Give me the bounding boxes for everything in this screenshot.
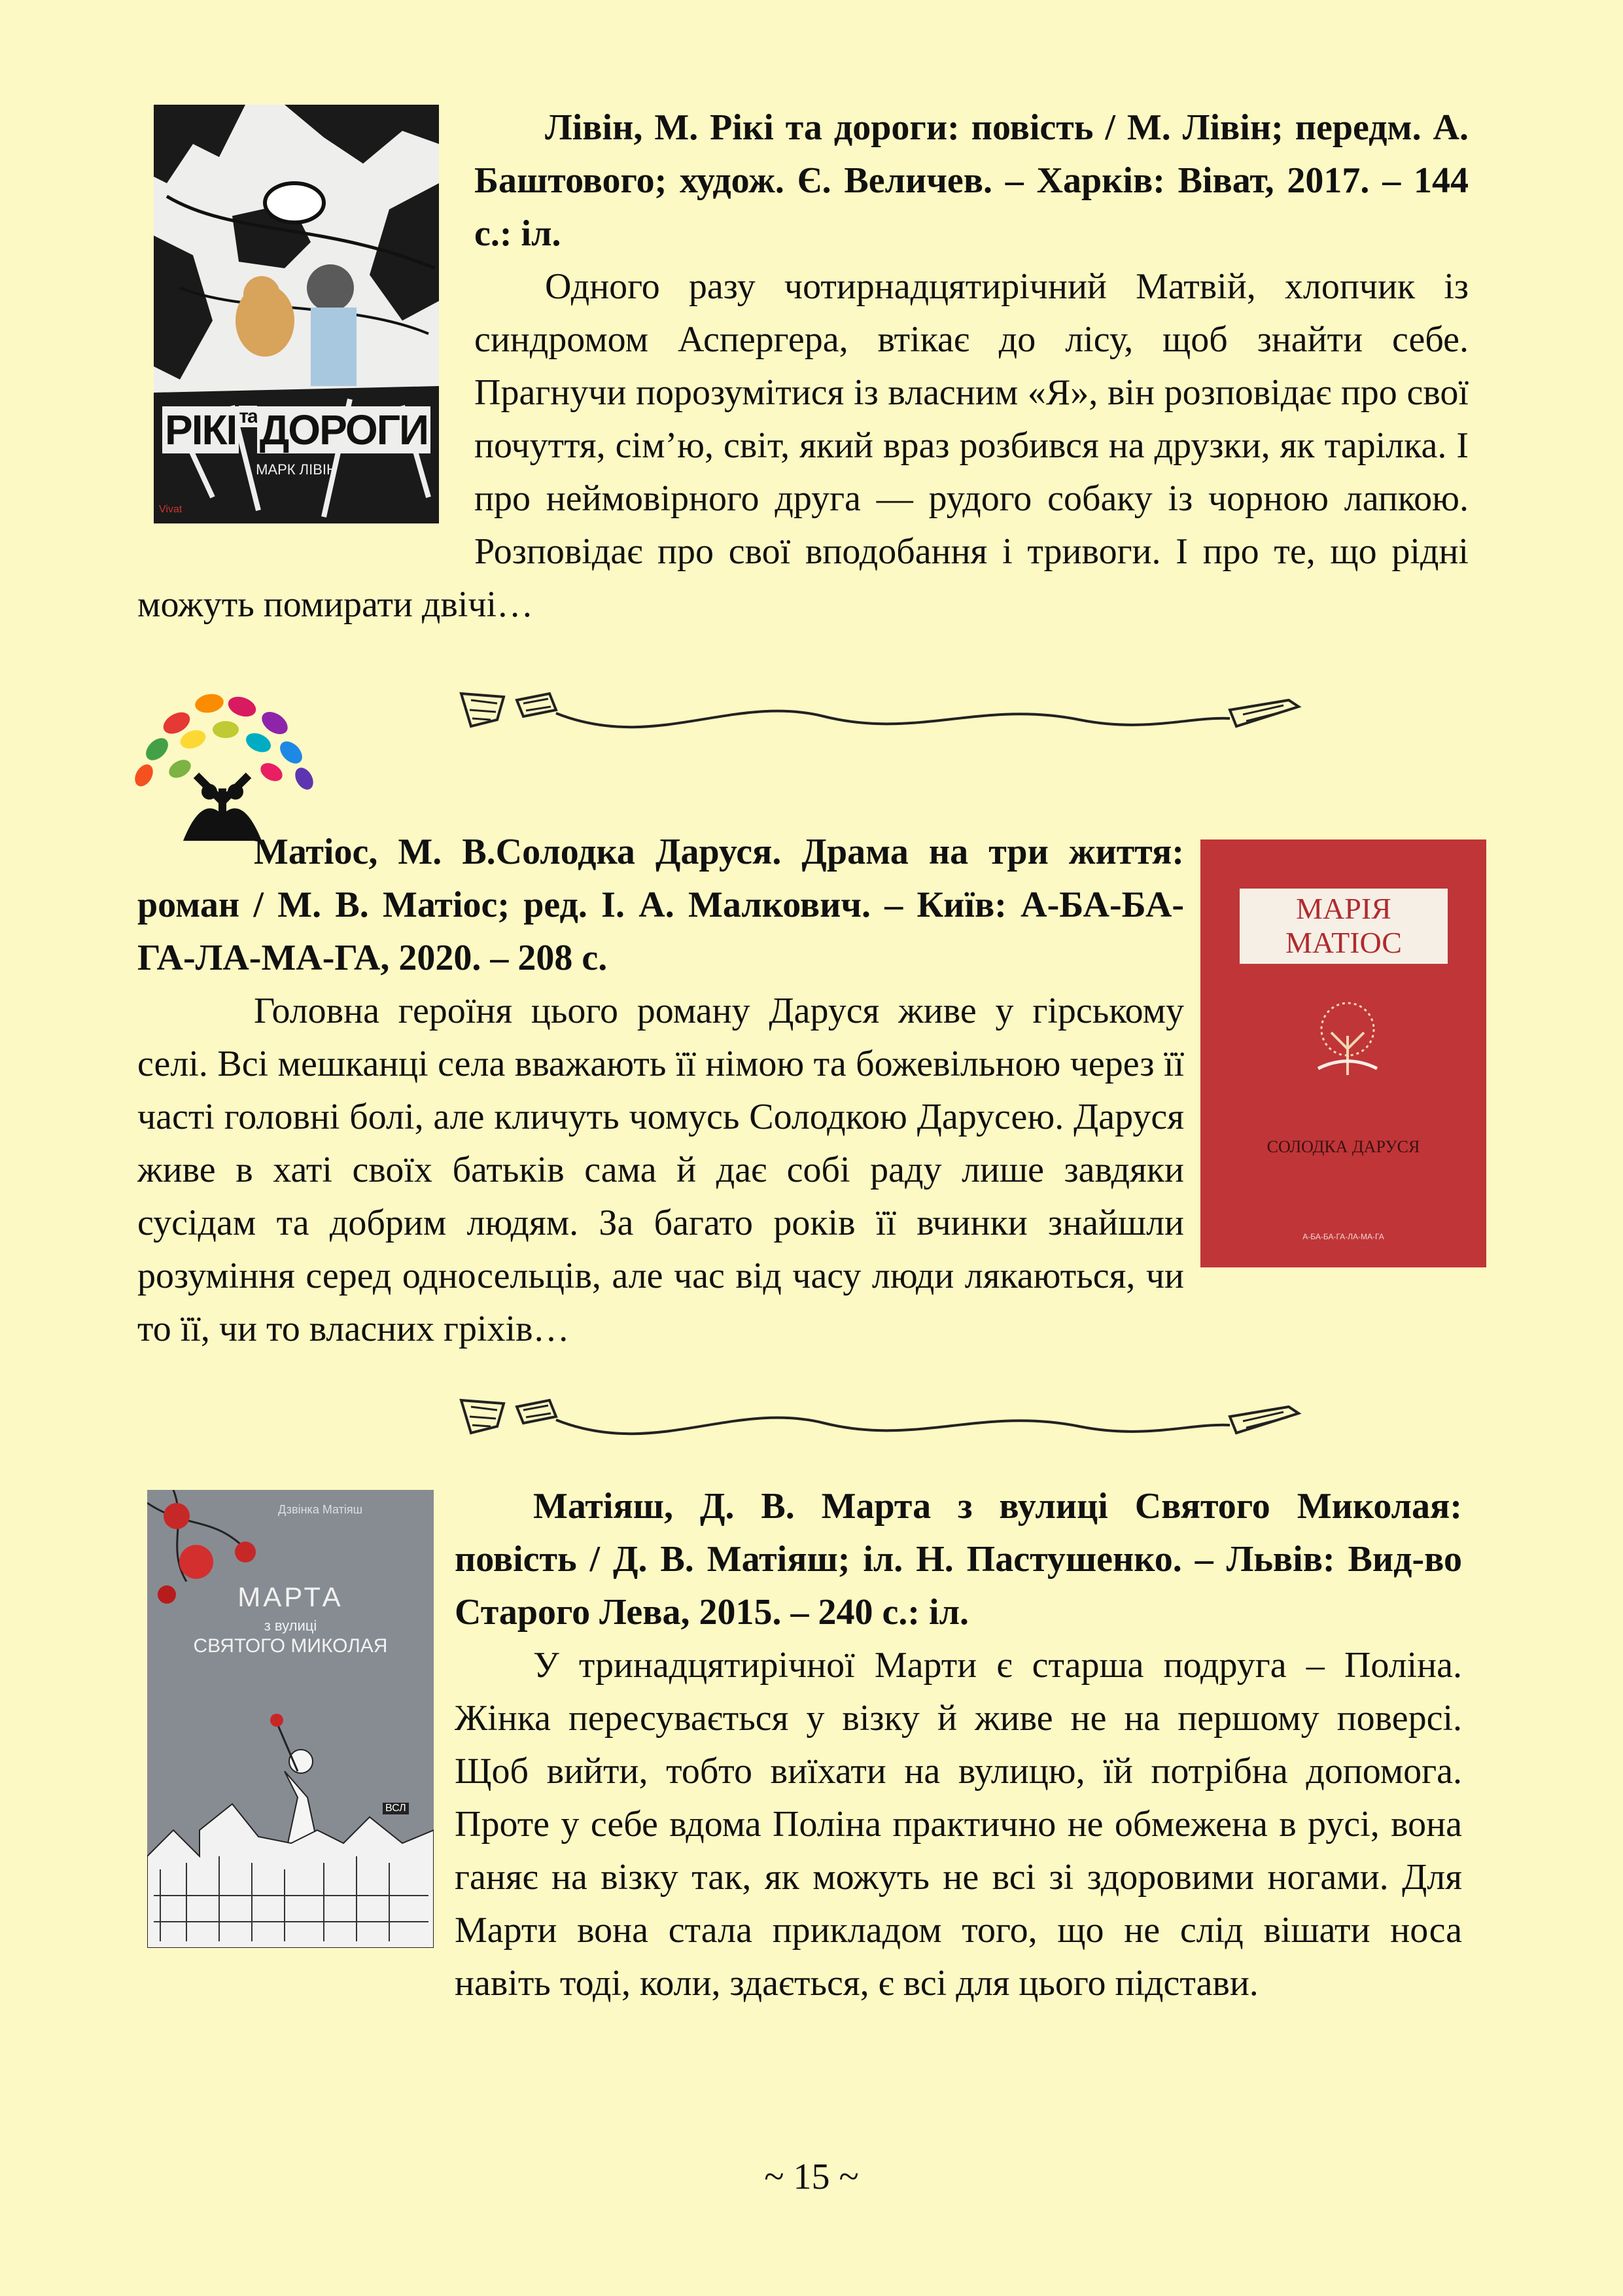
quill-divider — [458, 1387, 1308, 1446]
hands-tree-icon — [118, 677, 327, 841]
marta-cover-publisher: ВСЛ — [383, 1803, 409, 1814]
entry-marta-annotation: У тринадцятирічної Марти є старша подруга – Поліна. Жінка пересувається у візку й живе не на першому поверсі. Щоб вийти, тобто виїхати на вулицю, їй потрібна допомога. Проте у себе вдома Поліна практично не обмежена в русі, вона ганяє на візку так, як можуть не всі зі здоровими ногами. Для Марти вона стала прикладом того, що не слід вішати носа навіть тоді, коли, здається, є всі для цього підстави. — [455, 1645, 1462, 2004]
riki-cover-publisher: Vivat — [159, 504, 183, 515]
entry-marta-citation: Матіяш, Д. В. Марта з вулиці Святого Миколая: повість / Д. В. Матіяш; іл. Н. Пастушенко. – Львів: Вид-во Старого Лева, 2015. – 240 с.: іл. — [455, 1486, 1462, 1633]
entry-riki — [137, 101, 1469, 631]
riki-cover-title-small: та — [239, 406, 257, 427]
float-spacer — [164, 1480, 455, 1964]
float-spacer — [1184, 826, 1469, 1271]
riki-cover-title-part2: ДОРОГИ — [257, 406, 430, 453]
entry-darusia-annotation: Головна героїня цього роману Даруся живе у гірському селі. Всі мешканці села вважають її німою та божевільною через її часті головні болі, але кличуть чомусь Солодкою Дарусею. Даруся живе в хаті своїх батьків сама й дає собі раду лише завдяки сусідам та добрим людям. За багато років її вчинки знайшли розуміння серед односельців, але час від часу люди лякаються, чи то її, чи то власних гріхів… — [137, 991, 1184, 1349]
marta-cover-title-line3: СВЯТОГО МИКОЛАЯ — [193, 1635, 388, 1657]
riki-cover-title-part1: РІКІ — [162, 406, 239, 453]
entry-marta — [164, 1480, 1462, 2010]
darusia-cover-publisher: А-БА-БА-ГА-ЛА-МА-ГА — [1302, 1232, 1384, 1241]
marta-cover-title-line1: МАРТА — [237, 1581, 343, 1612]
quill-divider — [458, 680, 1308, 739]
darusia-cover-author-line1: МАРІЯ — [1296, 892, 1391, 925]
darusia-cover-title: СОЛОДКА ДАРУСЯ — [1266, 1137, 1420, 1156]
entry-riki-citation: Лівін, М. Рікі та дороги: повість / М. Лівін; передм. А. Баштового; худож. Є. Величев. – Харків: Віват, 2017. – 144 с.: іл. — [474, 107, 1469, 254]
quill-divider-icon — [458, 680, 1308, 739]
entry-darusia-citation: Матіос, М. В.Солодка Даруся. Драма на три життя: роман / М. В. Матіос; ред. І. А. Малкович. – Київ: А-БА-БА-ГА-ЛА-МА-ГА, 2020. – 208 с. — [137, 832, 1184, 978]
riki-cover-author: МАРК ЛІВІН — [256, 461, 337, 478]
float-spacer — [137, 101, 474, 533]
marta-cover-author: Дзвінка Матіяш — [278, 1503, 363, 1516]
quill-divider-icon — [458, 1387, 1308, 1446]
hands-tree-logo — [118, 677, 327, 841]
page-number: ~ 15 ~ — [764, 2157, 859, 2197]
marta-cover-title-line2: з вулиці — [264, 1617, 317, 1634]
entry-riki-annotation: Одного разу чотирнадцятирічний Матвій, хлопчик із синдромом Аспергера, втікає до лісу, щоб знайти себе. Прагнучи порозумітися із власним «Я», він розповідає про свої почуття, сім’ю, світ, який враз розбився на друзки, як тарілка. І про неймовірного друга — рудого собаку із чорною лапкою. Розповідає про свої вподобання і тривоги. І про те, що рідні можуть помирати двічі… — [137, 266, 1469, 625]
darusia-cover-author-line2: МАТІОС — [1285, 926, 1402, 959]
entry-darusia — [137, 826, 1469, 1356]
